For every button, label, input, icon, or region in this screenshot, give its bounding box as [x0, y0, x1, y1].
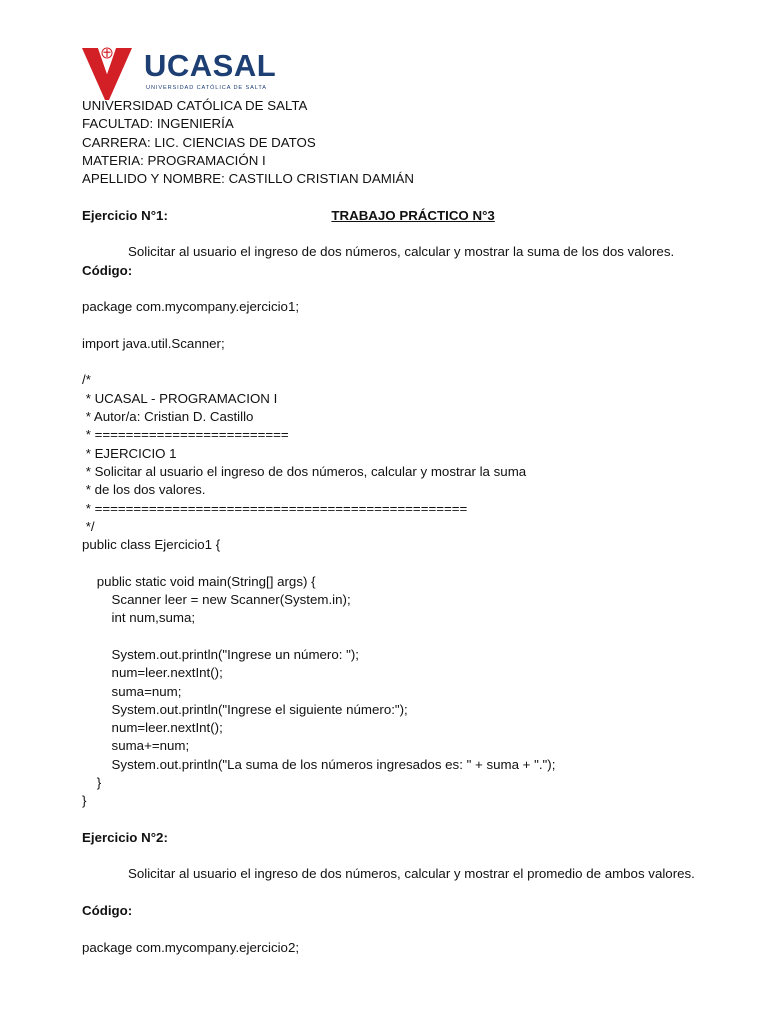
code-line: num=leer.nextInt();	[82, 720, 223, 736]
code-line: * ================================================	[82, 500, 468, 516]
code-line: System.out.println("La suma de los números ingresados es: " + suma + ".");	[82, 756, 556, 772]
student-line: APELLIDO Y NOMBRE: CASTILLO CRISTIAN DAMIÁN	[82, 171, 415, 187]
code-line: suma+=num;	[82, 738, 190, 754]
code-line: /*	[82, 372, 91, 388]
code-line: public static void main(String[] args) {	[82, 573, 316, 589]
code-line: }	[82, 793, 87, 809]
document-body	[82, 97, 722, 957]
exercise2-statement: Solicitar al usuario el ingreso de dos números, calcular y mostrar el promedio de ambos valores.	[128, 866, 695, 882]
code-line: num=leer.nextInt();	[82, 665, 223, 681]
code-line	[82, 317, 722, 335]
exercise2-heading: Ejercicio N°2:	[82, 829, 168, 845]
code-line: public class Ejercicio1 {	[82, 537, 221, 553]
code-line: System.out.println("Ingrese el siguiente número:");	[82, 701, 408, 717]
exercise1-code-block	[82, 298, 722, 810]
code-line: * de los dos valores.	[82, 482, 206, 498]
code-line	[82, 628, 722, 646]
code-line: * Autor/a: Cristian D. Castillo	[82, 409, 254, 425]
title-text: TRABAJO PRÁCTICO N°3	[331, 207, 495, 223]
university-line: UNIVERSIDAD CATÓLICA DE SALTA	[82, 98, 308, 113]
code-line: * =========================	[82, 427, 289, 443]
exercise2-code-line: package com.mycompany.ejercicio2;	[82, 939, 300, 955]
code-line: * Solicitar al usuario el ingreso de dos números, calcular y mostrar la suma	[82, 463, 527, 479]
subject-line: MATERIA: PROGRAMACIÓN I	[82, 152, 266, 168]
code-line: suma=num;	[82, 683, 182, 699]
logo-wordmark: UCASAL	[144, 48, 277, 83]
code-line: }	[82, 774, 102, 790]
code-line: int num,suma;	[82, 610, 196, 626]
ucasal-shield-icon	[82, 46, 132, 102]
logo-subtitle: UNIVERSIDAD CATÓLICA DE SALTA	[146, 85, 267, 91]
code-line: * UCASAL - PROGRAMACION I	[82, 390, 278, 406]
code-line: System.out.println("Ingrese un número: ");	[82, 646, 359, 662]
exercise1-heading: Ejercicio N°1:	[82, 207, 168, 223]
ucasal-logo	[82, 46, 277, 102]
code-line	[82, 554, 722, 572]
code-line: */	[82, 518, 95, 534]
code-line: Scanner leer = new Scanner(System.in);	[82, 592, 351, 608]
career-line: CARRERA: LIC. CIENCIAS DE DATOS	[82, 134, 316, 150]
code-line	[82, 353, 722, 371]
exercise2-code-label: Código:	[82, 903, 133, 919]
exercise1-code-label: Código:	[82, 262, 133, 278]
code-line: package com.mycompany.ejercicio1;	[82, 299, 300, 315]
faculty-line: FACULTAD: INGENIERÍA	[82, 116, 234, 132]
code-line: import java.util.Scanner;	[82, 335, 225, 351]
code-line: * EJERCICIO 1	[82, 445, 177, 461]
exercise1-statement: Solicitar al usuario el ingreso de dos números, calcular y mostrar la suma de los dos valores.	[128, 244, 675, 260]
